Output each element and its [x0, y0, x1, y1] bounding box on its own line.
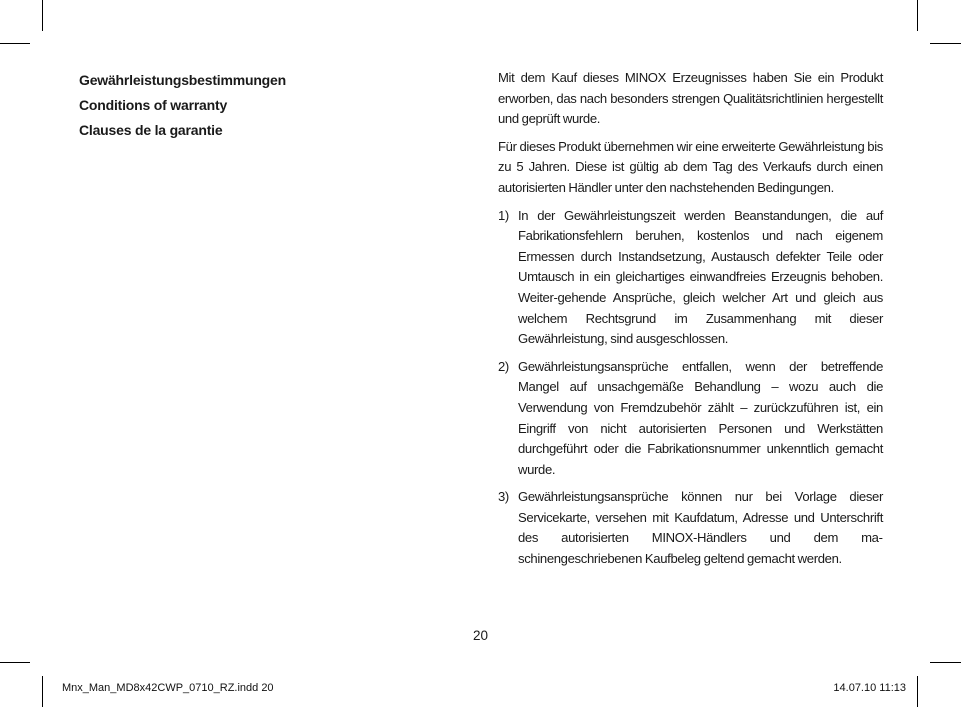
crop-mark-top-left-vertical — [42, 0, 43, 31]
warranty-text-column — [498, 68, 883, 577]
condition-number: 2) — [498, 358, 509, 374]
warranty-condition-3 — [498, 487, 883, 569]
heading-french: Clauses de la garantie — [79, 122, 223, 138]
heading-german: Gewährleistungsbestimmungen — [79, 72, 286, 88]
warranty-condition-1 — [498, 206, 883, 350]
crop-mark-bottom-left-horizontal — [0, 662, 30, 663]
warranty-condition-2 — [498, 357, 883, 481]
condition-number: 1) — [498, 207, 509, 223]
slug-filename: Mnx_Man_MD8x42CWP_0710_RZ.indd 20 — [62, 682, 274, 694]
crop-mark-bottom-right-horizontal — [930, 662, 961, 663]
heading-english: Conditions of warranty — [79, 97, 228, 113]
crop-mark-top-right-vertical — [917, 0, 918, 31]
page-number: 20 — [472, 628, 489, 643]
condition-text: Gewährleistungsansprüche können nur bei Vorlage dieser Servicekarte, versehen mit Kaufdatum, Adresse und Unterschrift des autorisierten MINOX-Händlers und dem maschinengeschriebenen Kaufbeleg geltend gemacht werden. — [518, 489, 883, 567]
crop-mark-bottom-left-vertical — [42, 676, 43, 707]
condition-text: In der Gewährleistungszeit werden Beanstandungen, die auf Fabrikationsfehlern beruhen, kostenlos und nach eigenem Ermessen durch Instandsetzung, Austausch defekter Teile oder Umtausch in ein gleichartiges einwandfreies Erzeugnis behoben. Weiter-gehende Ansprüche, gleich welcher Art und gleich aus welchem Rechtsgrund im Zusammenhang mit dieser Gewährleistung, sind ausgeschlossen. — [518, 207, 883, 347]
condition-text: Gewährleistungsansprüche entfallen, wenn der betreffende Mangel auf unsachgemäße Behandlung – wozu auch die Verwendung von Fremdzubehör zählt – zurückzuführen ist, ein Eingriff von nicht autorisierten Personen und Werkstätten durchgeführt oder die Fabrikationsnummer unkenntlich gemacht wurde. — [518, 358, 883, 477]
intro-paragraph-2: Für dieses Produkt übernehmen wir eine erweiterte Gewährleistung bis zu 5 Jahren. Diese ist gültig ab dem Tag des Verkaufs durch einen autorisierten Händler unter den nachstehenden Bedingungen. — [498, 138, 883, 195]
crop-mark-bottom-right-vertical — [917, 676, 918, 707]
heading-block — [79, 68, 439, 143]
intro-paragraph-1: Mit dem Kauf dieses MINOX Erzeugnisses haben Sie ein Produkt erworben, das nach besonders strengen Qualitätsrichtlinien hergestellt und geprüft wurde. — [498, 70, 883, 127]
condition-number: 3) — [498, 489, 509, 505]
crop-mark-top-right-horizontal — [930, 43, 961, 44]
slug-datetime: 14.07.10 11:13 — [833, 682, 906, 694]
crop-mark-top-left-horizontal — [0, 43, 30, 44]
